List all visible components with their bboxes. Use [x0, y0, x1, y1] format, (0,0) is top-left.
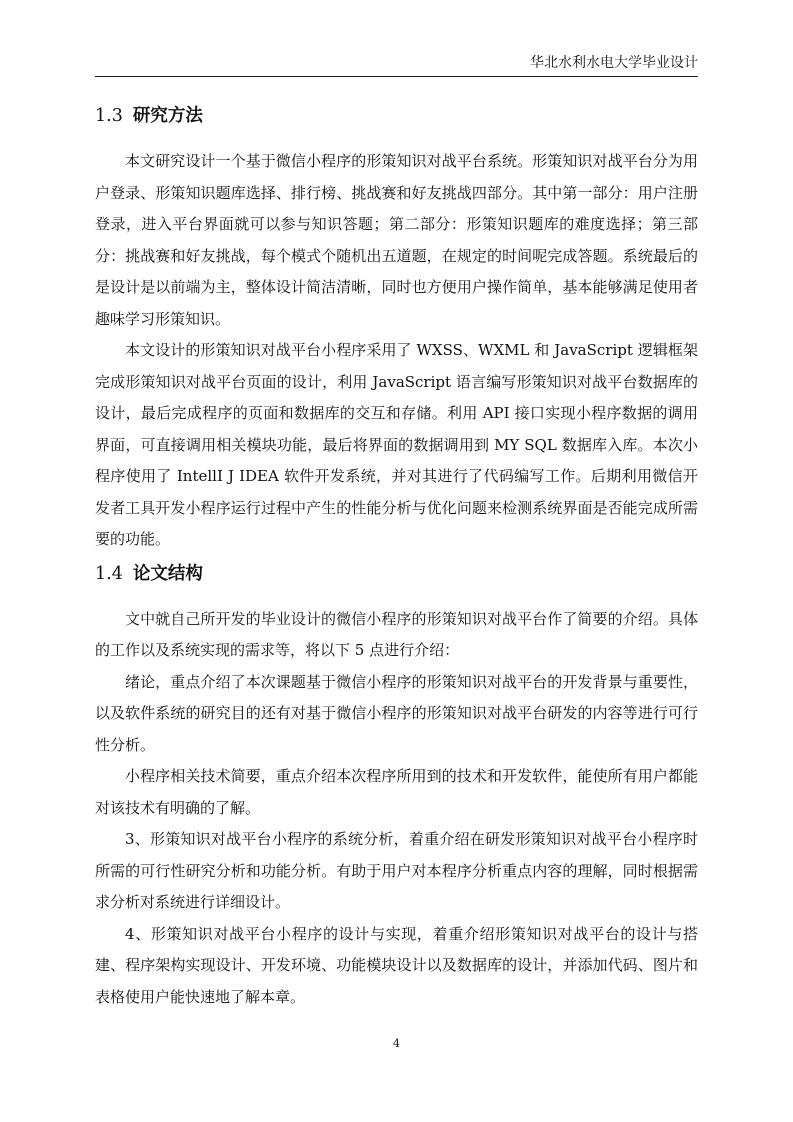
section-research-methods: [95, 98, 698, 556]
page-header: [95, 52, 698, 77]
spacer: [95, 592, 698, 604]
section-number: 1.3: [95, 106, 123, 126]
paragraph: 4、形策知识对战平台小程序的设计与实现，着重介绍形策知识对战平台的设计与搭建、程序架构实现设计、开发环境、功能模块设计以及数据库的设计，并添加代码、图片和表格使用户能快速地了解本章。: [95, 924, 698, 1006]
section-title: 论文结构: [132, 563, 203, 584]
section-thesis-structure: [95, 556, 698, 1014]
paragraph: 小程序相关技术简要，重点介绍本次程序所用到的技术和开发软件，能使所有用户都能对该技术有明确的了解。: [95, 767, 698, 817]
section-number: 1.4: [95, 563, 123, 584]
page-number: 4: [393, 1037, 400, 1050]
page-content: [95, 98, 698, 1013]
paragraph: 本文研究设计一个基于微信小程序的形策知识对战平台系统。形策知识对战平台分为用户登录、形策知识题库选择、排行榜、挑战赛和好友挑战四部分。其中第一部分：用户注册登录，进入平台界面就可以参与知识答题；第二部分：形策知识题库的难度选择；第三部分：挑战赛和好友挑战，每个模式个随机出五道题，在规定的时间呢完成答题。系统最后的是设计是以前端为主，整体设计简洁清晰，同时也方便用户操作简单，基本能够满足使用者趣味学习形策知识。: [95, 152, 698, 328]
section-heading: [95, 556, 698, 592]
paragraph: 绪论，重点介绍了本次课题基于微信小程序的形策知识对战平台的开发背景与重要性，以及软件系统的研究目的还有对基于微信小程序的形策知识对战平台研发的内容等进行可行性分析。: [95, 672, 698, 754]
section-title: 研究方法: [132, 106, 203, 126]
header-title: 华北水利水电大学毕业设计: [530, 55, 698, 71]
paragraph: 文中就自己所开发的毕业设计的微信小程序的形策知识对战平台作了简要的介绍。具体的工作以及系统实现的需求等，将以下 5 点进行介绍：: [95, 609, 698, 659]
paragraph: 本文设计的形策知识对战平台小程序采用了 WXSS、WXML 和 JavaScript 逻辑框架完成形策知识对战平台页面的设计，利用 JavaScript 语言编写形策知识对战平台数据库的设计，最后完成程序的页面和数据库的交互和存储。利用 API 接口实现小程序数据的调用界面，可直接调用相关模块功能，最后将界面的数据调用到 MY SQL 数据库入库。本次小程序使用了 IntellI J IDEA 软件开发系统，并对其进行了代码编写工作。后期利用微信开发者工具开发小程序运行过程中产生的性能分析与优化问题来检测系统界面是否能完成所需要的功能。: [95, 341, 698, 548]
paragraph: 3、形策知识对战平台小程序的系统分析，着重介绍在研发形策知识对战平台小程序时所需的可行性研究分析和功能分析。有助于用户对本程序分析重点内容的理解，同时根据需求分析对系统进行详细设计。: [95, 830, 698, 911]
spacer: [95, 134, 698, 146]
section-heading: [95, 98, 698, 134]
